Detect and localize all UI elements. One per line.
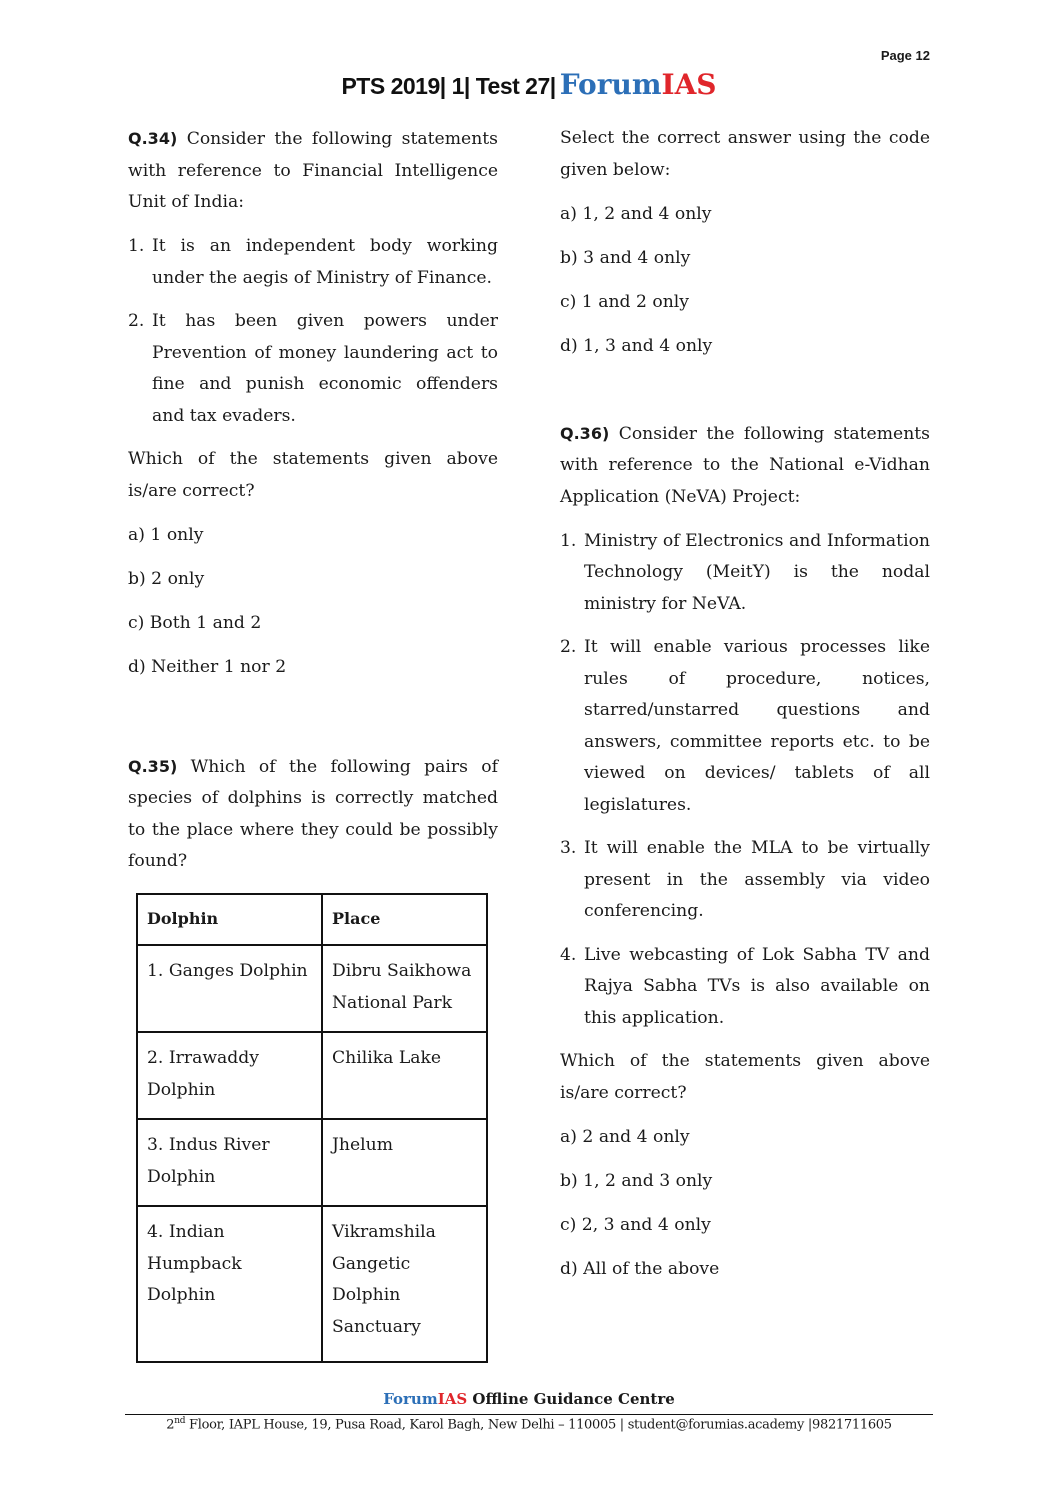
statement-item: 1. It is an independent body working under the aegis of Ministry of Finance.: [128, 236, 498, 288]
question-number: Q.36): [560, 423, 610, 443]
option-d: d) Neither 1 nor 2: [128, 656, 287, 677]
table-cell: Vikramshila Gangetic Dolphin Sanctuary: [322, 1206, 487, 1362]
option-b: b) 3 and 4 only: [560, 247, 691, 268]
table-row: [137, 1119, 487, 1206]
statement-item: 2. It will enable various processes like rules of procedure, notices, starred/unstarred questions and answers, committee reports etc. to be viewed on devices/ tablets of all legislatures.: [560, 637, 930, 815]
statement-item: 2. It has been given powers under Prevention of money laundering act to fine and punish economic offenders and tax evaders.: [128, 311, 498, 426]
table-cell: 2. Irrawaddy Dolphin: [137, 1032, 322, 1119]
table-cell: 1. Ganges Dolphin: [137, 945, 322, 1032]
table-cell: Chilika Lake: [322, 1032, 487, 1119]
question-36: [560, 418, 930, 514]
page-footer: [0, 1390, 1058, 1433]
question-prompt: Which of the statements given above is/are correct?: [128, 449, 498, 501]
table-row: [137, 1032, 487, 1119]
question-text: Consider the following statements with reference to Financial Intelligence Unit of India:: [128, 129, 498, 212]
table-row: [137, 1206, 487, 1362]
table-cell: 4. Indian Humpback Dolphin: [137, 1206, 322, 1362]
footer-divider: [125, 1414, 933, 1415]
left-column: [128, 123, 498, 1363]
right-column: [560, 123, 930, 1298]
option-d: d) All of the above: [560, 1258, 720, 1279]
footer-centre-name: ForumIAS Offline Guidance Centre: [383, 1390, 675, 1408]
dolphin-place-table: [136, 893, 488, 1364]
table-row: [137, 945, 487, 1032]
page-number: Page 12: [880, 48, 930, 63]
statement-item: 1. Ministry of Electronics and Information Technology (MeitY) is the nodal ministry for NeVA.: [560, 530, 930, 614]
option-b: b) 1, 2 and 3 only: [560, 1170, 713, 1191]
table-cell: 3. Indus River Dolphin: [137, 1119, 322, 1206]
option-a: a) 2 and 4 only: [560, 1126, 690, 1147]
option-a: a) 1 only: [128, 524, 204, 545]
option-c: c) Both 1 and 2: [128, 612, 262, 633]
statement-list: [560, 526, 930, 1035]
column-header: Place: [322, 894, 487, 946]
brand-logo-forum: Forum: [559, 68, 662, 101]
statement-item: 3. It will enable the MLA to be virtually present in the assembly via video conferencing.: [560, 838, 930, 921]
question-number: Q.34): [128, 129, 178, 148]
brand-logo-ias: IAS: [661, 68, 717, 101]
option-b: b) 2 only: [128, 568, 205, 589]
option-a: a) 1, 2 and 4 only: [560, 203, 712, 224]
test-title: PTS 2019| 1| Test 27|: [341, 73, 556, 99]
footer-address: 2nd Floor, IAPL House, 19, Pusa Road, Karol Bagh, New Delhi – 110005 | student@forumias.academy |9821711605: [166, 1416, 892, 1433]
question-prompt: Which of the statements given above is/are correct?: [560, 1051, 930, 1103]
question-number: Q.35): [128, 756, 178, 776]
table-cell: Dibru Saikhowa National Park: [322, 945, 487, 1032]
table-header-row: [137, 894, 487, 946]
column-header: Dolphin: [137, 894, 322, 946]
question-35: [128, 751, 498, 878]
question-prompt: Select the correct answer using the code given below:: [560, 128, 930, 180]
question-text: Consider the following statements with reference to the National e-Vidhan Application (NeVA) Project:: [560, 423, 930, 507]
question-text: Which of the following pairs of species of dolphins is correctly matched to the place where they could be possibly found?: [128, 756, 498, 871]
question-34: [128, 123, 498, 219]
option-d: d) 1, 3 and 4 only: [560, 335, 713, 356]
option-c: c) 2, 3 and 4 only: [560, 1214, 711, 1235]
document-header: [0, 68, 1058, 101]
statement-item: 4. Live webcasting of Lok Sabha TV and Rajya Sabha TVs is also available on this application.: [560, 944, 930, 1028]
table-cell: Jhelum: [322, 1119, 487, 1206]
option-c: c) 1 and 2 only: [560, 291, 689, 312]
statement-list: [128, 231, 498, 432]
